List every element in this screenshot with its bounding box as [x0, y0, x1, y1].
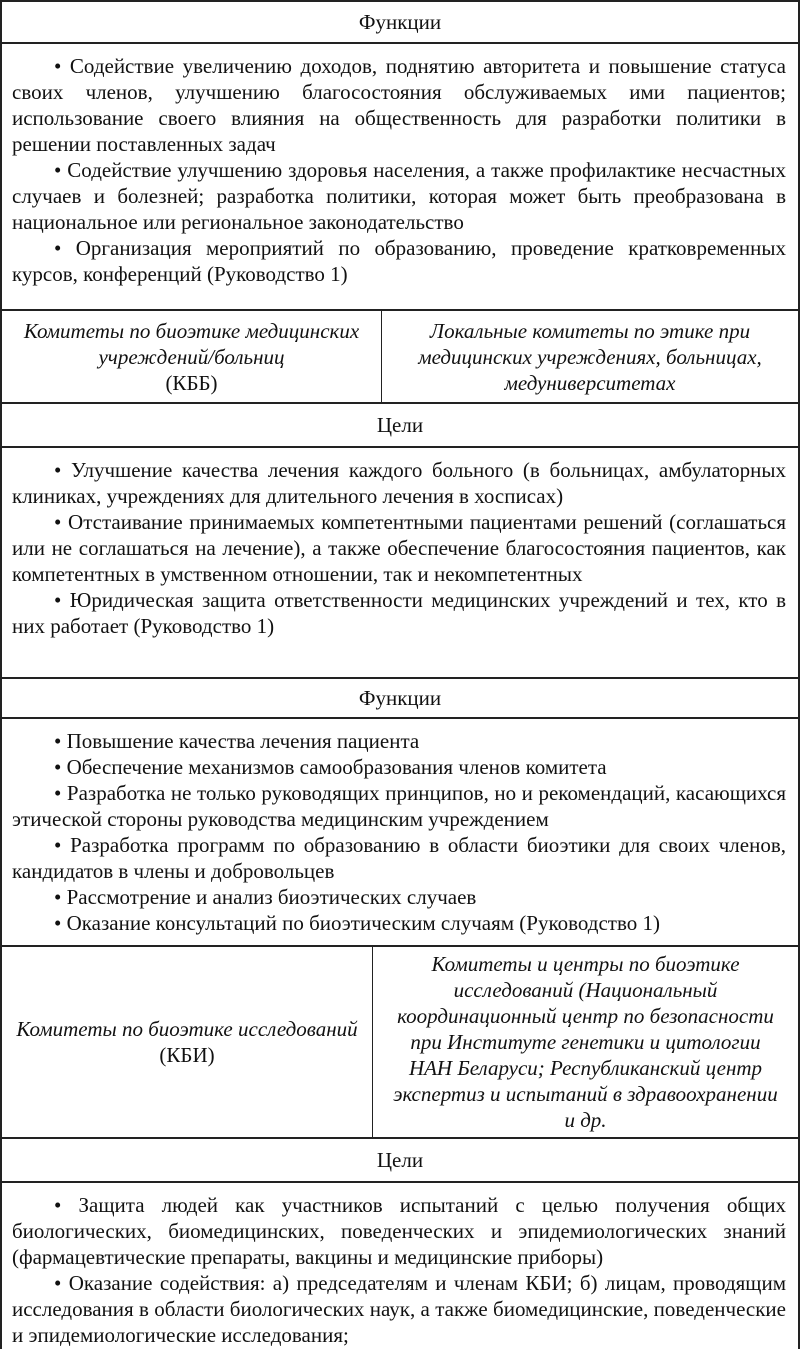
- list-item: • Отстаивание принимаемых компетентными пациентами решений (соглашаться или не соглашаться на лечение), а также обеспечение благосостояния пациентов, как компетентных в умственном отношении, так и некомпетентных: [12, 510, 786, 586]
- section-body-goals: [2, 446, 798, 677]
- section-header-label: Цели: [376, 1147, 424, 1172]
- list-item: • Оказание содействия: а) председателям и членам КБИ; б) лицам, проводящим исследования в области биологических наук, а также биомедицинские, поведенческие и эпидемиологические исследования;: [12, 1271, 786, 1347]
- section-header-label: Функции: [358, 9, 442, 34]
- committee-cell-local-ethics: [382, 311, 798, 402]
- list-item: • Оказание консультаций по биоэтическим случаям (Руководство 1): [54, 911, 660, 935]
- committee-cell-kbi: [2, 947, 373, 1137]
- section-body-functions: [2, 42, 798, 309]
- list-item: • Обеспечение механизмов самообразования членов комитета: [54, 755, 607, 779]
- section-header-goals: [2, 402, 798, 446]
- committee-title: Комитеты по биоэтике медицинских учреждений/больниц: [23, 318, 360, 369]
- section-header-goals-2: [2, 1137, 798, 1181]
- committee-abbr: (КБИ): [159, 1043, 215, 1067]
- list-item: • Организация мероприятий по образованию, проведение кратковременных курсов, конференций (Руководство 1): [12, 236, 786, 286]
- committee-title: Комитеты по биоэтике исследований: [16, 1017, 358, 1041]
- committee-split-row: [2, 309, 798, 402]
- section-body-goals-2: [2, 1181, 798, 1349]
- section-body-functions-2: [2, 717, 798, 945]
- committee-title: Комитеты и центры по биоэтике исследований (Национальный координационный центр по безопасности при Институте генетики и цитологии НАН Беларуси; Республиканский центр экспертиз и испытаний в здравоохранении и др.: [393, 952, 778, 1132]
- committee-abbr: (КББ): [165, 370, 218, 395]
- list-item: • Повышение качества лечения пациента: [54, 729, 420, 753]
- list-item: • Разработка не только руководящих принципов, но и рекомендаций, касающихся этической стороны руководства медицинским учреждением: [12, 781, 786, 831]
- list-item: • Защита людей как участников испытаний с целью получения общих биологических, биомедицинских, поведенческих и эпидемиологических знаний (фармацевтические препараты, вакцины и медицинские приборы): [12, 1193, 786, 1269]
- list-item: • Улучшение качества лечения каждого больного (в больницах, амбулаторных клиниках, учреждениях для длительного лечения в хосписах): [12, 458, 786, 508]
- committee-cell-kbb: [2, 311, 382, 402]
- section-header-label: Цели: [376, 412, 424, 437]
- list-item: • Содействие увеличению доходов, поднятию авторитета и повышение статуса своих членов, улучшению благосостояния обслуживаемых ими пациентов; использование своего влияния на общественность для разработки политики в решении поставленных задач: [12, 54, 786, 156]
- section-header-label: Функции: [358, 685, 442, 710]
- list-item: • Содействие улучшению здоровья населения, а также профилактике несчастных случаев и болезней; разработка политики, которая может быть преобразована в национальное или региональное законодательство: [12, 158, 786, 234]
- list-item: • Юридическая защита ответственности медицинских учреждений и тех, кто в них работает (Руководство 1): [12, 588, 786, 638]
- list-item: • Разработка программ по образованию в области биоэтики для своих членов, кандидатов в члены и добровольцев: [12, 833, 786, 883]
- list-item: • Рассмотрение и анализ биоэтических случаев: [54, 885, 477, 909]
- committee-cell-research-centers: [373, 947, 798, 1137]
- section-header-functions: [2, 0, 798, 42]
- committee-title: Локальные комитеты по этике при медицинских учреждениях, больницах, медуниверситетах: [418, 318, 762, 395]
- section-header-functions-2: [2, 677, 798, 717]
- committee-split-row-2: [2, 945, 798, 1137]
